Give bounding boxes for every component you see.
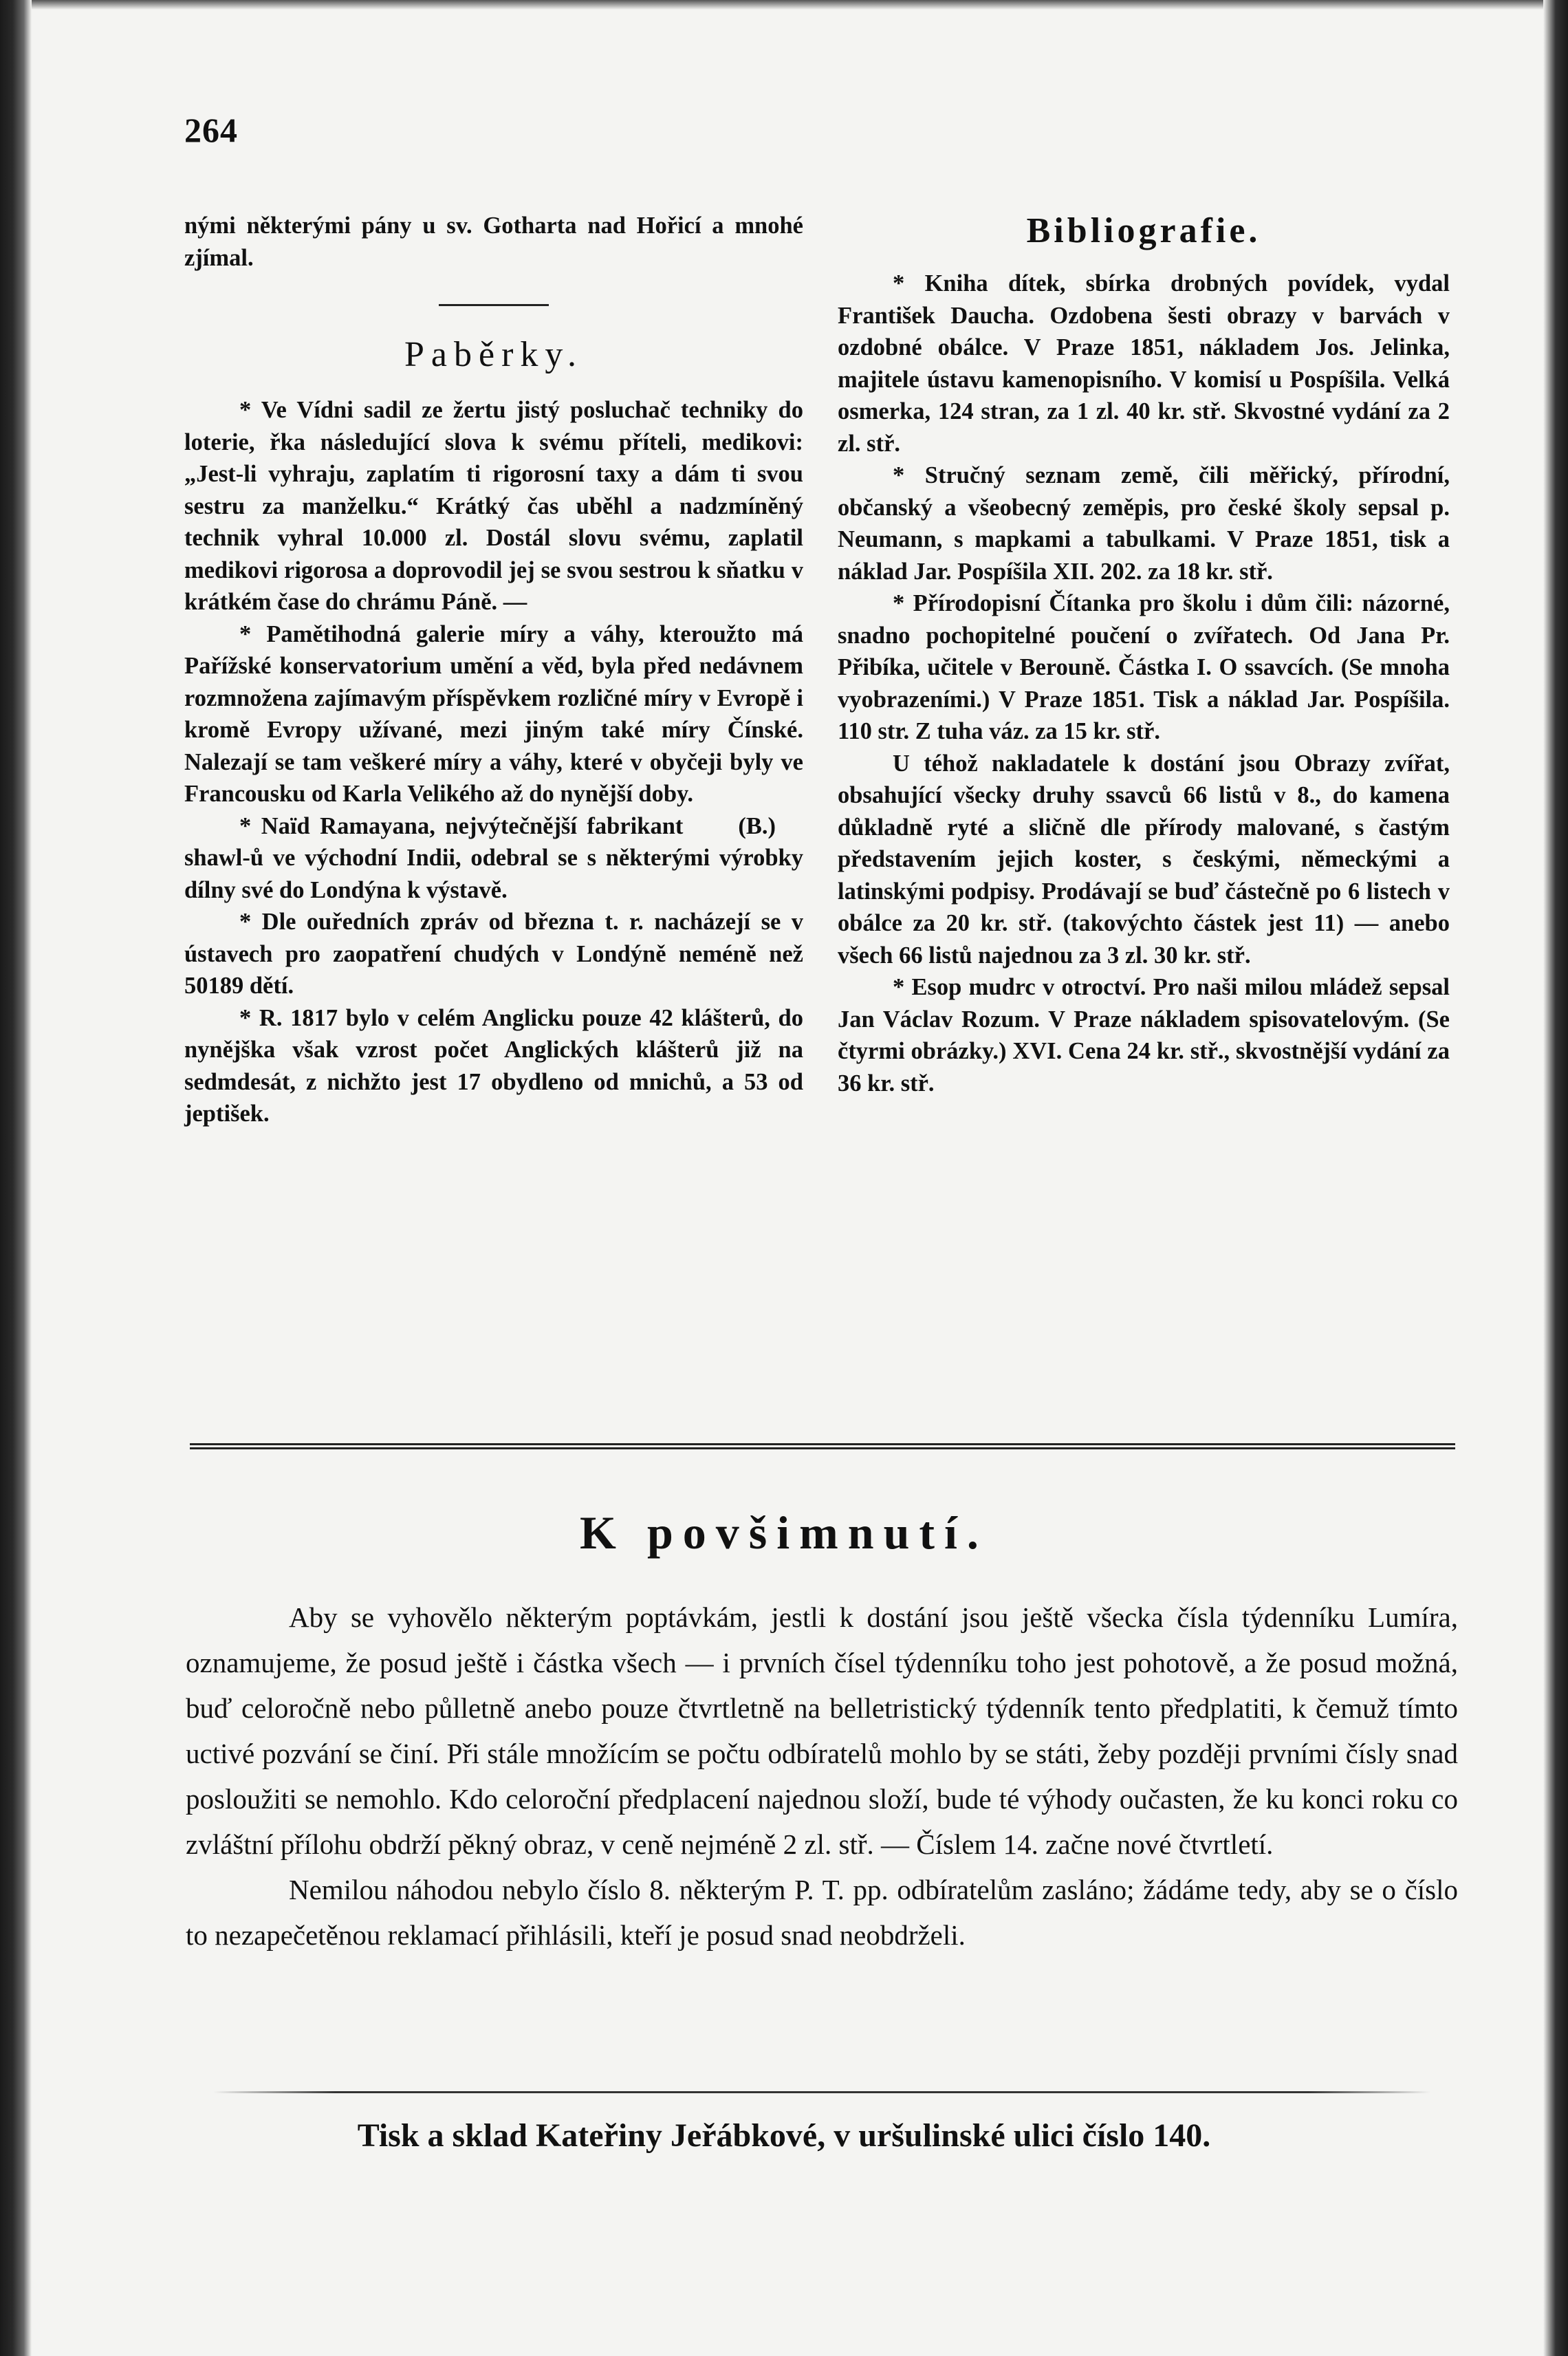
scan-edge-right (1543, 0, 1568, 2356)
paberky-heading: Paběrky. (404, 335, 584, 374)
bibliografie-heading: Bibliografie. (1026, 211, 1261, 250)
paberky-paragraph-2-text: * Pamětihodná galerie míry a váhy, kteroužto má Pařížské konservatorium umění a věd, byla před nedávnem rozmnožena zajímavým příspěvkem rozličné míry v Evropě i kromě Evropy užívané, mezi jiným také míry Čínské. Nalezají se tam veškeré míry a váhy, které v obyčeji byly ve Francousku od Karla Velikého až do nynější doby. (184, 620, 803, 807)
bibliography-entry-3: * Přírodopisní Čítanka pro školu i dům čili: názorné, snadno pochopitelné poučení o zvířatech. Od Jana Pr. Přibíka, učitele v Berouně. Částka I. O ssavcích. (Se mnoha vyobrazeními.) V Praze 1851. Tisk a náklad Jar. Pospíšila. 110 str. Z tuha váz. za 15 kr. stř. (838, 590, 1450, 744)
page-number: 264 (184, 111, 238, 149)
notice-paragraph-2: Nemilou náhodou nebylo číslo 8. některým P. T. pp. odbíratelům zasláno; žádáme tedy, aby se o číslo to nezapečetěnou reklamací přihlásili, kteří je posud snad neobdrželi. (186, 1874, 1458, 1951)
right-column (838, 210, 1450, 1099)
double-divider (190, 1443, 1455, 1449)
paberky-paragraph-5: * R. 1817 bylo v celém Anglicku pouze 42 klášterů, do nynějška však vzrost počet Anglických klášterů již na sedmdesát, z nichžto jest 17 obydleno od mnichů, a 53 od jeptišek. (184, 1004, 803, 1127)
bibliography-entry-1: * Kniha dítek, sbírka drobných povídek, vydal František Daucha. Ozdobena šesti obrazy v barvách v ozdobné obálce. V Praze 1851, nákladem Jos. Jelinka, majitele ústavu kamenopisního. V komisí u Pospíšila. Velká osmerka, 124 stran, za 1 zl. 40 kr. stř. Skvostné vydání za 2 zl. stř. (838, 270, 1450, 457)
scan-edge-left (0, 0, 32, 2356)
left-column (184, 210, 803, 1130)
footer-divider (213, 2091, 1430, 2093)
paberky-paragraph-2 (184, 618, 803, 839)
section-divider (439, 304, 549, 306)
bibliography-entry-2: * Stručný seznam země, čili měřický, přírodní, občanský a všeobecný zeměpis, pro české školy sepsal p. Neumann, s mapkami a tabulkami. V Praze 1851, tisk a náklad Jar. Pospíšila XII. 202. za 18 kr. stř. (838, 462, 1450, 585)
notice-body (186, 1595, 1458, 1958)
bibliography-entry-4: U téhož nakladatele k dostání jsou Obrazy zvířat, obsahující všecky druhy ssavců 66 listů v 8., do kamena důkladně ryté a sličně dle přírody malované, s častým představením jejich koster, s českými, německými a latinskými podpisy. Prodávají se buď částečně po 6 listech v obálce za 20 kr. stř. (takovýchto částek jest 11) — anebo všech 66 listů najednou za 3 zl. 30 kr. stř. (838, 750, 1450, 969)
left-intro-text: nými některými pány u sv. Gotharta nad Hořicí a mnohé zjímal. (184, 213, 803, 271)
bibliography-entry-5: * Esop mudrc v otroctví. Pro naši milou mládež sepsal Jan Václav Rozum. V Praze nákladem spisovatelovým. (Se čtyrmi obrázky.) XVI. Cena 24 kr. stř., skvostnější vydání za 36 kr. stř. (838, 974, 1450, 1096)
scan-edge-top (0, 0, 1568, 10)
imprint-footer: Tisk a sklad Kateřiny Jeřábkové, v uršulinské ulici číslo 140. (357, 2117, 1211, 2154)
notice-heading: K povšimnutí. (580, 1506, 988, 1559)
notice-paragraph-1: Aby se vyhovělo některým poptávkám, jestli k dostání jsou ještě všecka čísla týdenníku Lumíra, oznamujeme, že posud ještě i částka všech — i prvních čísel týdenníku toho jest pohotově, a že posud možná, buď celoročně nebo půlletně anebo pouze čtvrtletně na belletristický týdenník tento předplatiti, k čemuž tímto uctivé pozvání se činí. Při stále množícím se počtu odbíratelů mohlo by se státi, žeby později prvními čísly snad posloužiti se nemohlo. Kdo celoroční předplacení najednou složí, bude té výhody oučasten, že ku konci roku co zvláštní přílohu obdrží pěkný obraz, v ceně nejméně 2 zl. stř. — Číslem 14. začne nové čtvrtletí. (186, 1601, 1458, 1860)
author-signature: (B.) (738, 812, 776, 839)
paberky-paragraph-1: * Ve Vídni sadil ze žertu jistý posluchač techniky do loterie, řka následující slova k svému příteli, medikovi: „Jest-li vyhraju, zaplatím ti rigorosní taxy a dám ti svou sestru za manželku.“ Krátký čas uběhl a nadzmíněný technik vyhral 10.000 zl. Dostál slovu svému, zaplatil medikovi rigorosa a doprovodil jej se svou sestrou k sňatku v krátkém čase do chrámu Páně. — (184, 397, 803, 615)
paberky-paragraph-4: * Dle ouředních zpráv od března t. r. nacházejí se v ústavech pro zaopatření chudých v Londýně neméně než 50189 dětí. (184, 909, 803, 999)
paberky-paragraph-3: * Naïd Ramayana, nejvýtečnější fabrikant shawl-ů ve východní Indii, odebral se s některými výrobky dílny své do Londýna k výstavě. (184, 812, 803, 903)
